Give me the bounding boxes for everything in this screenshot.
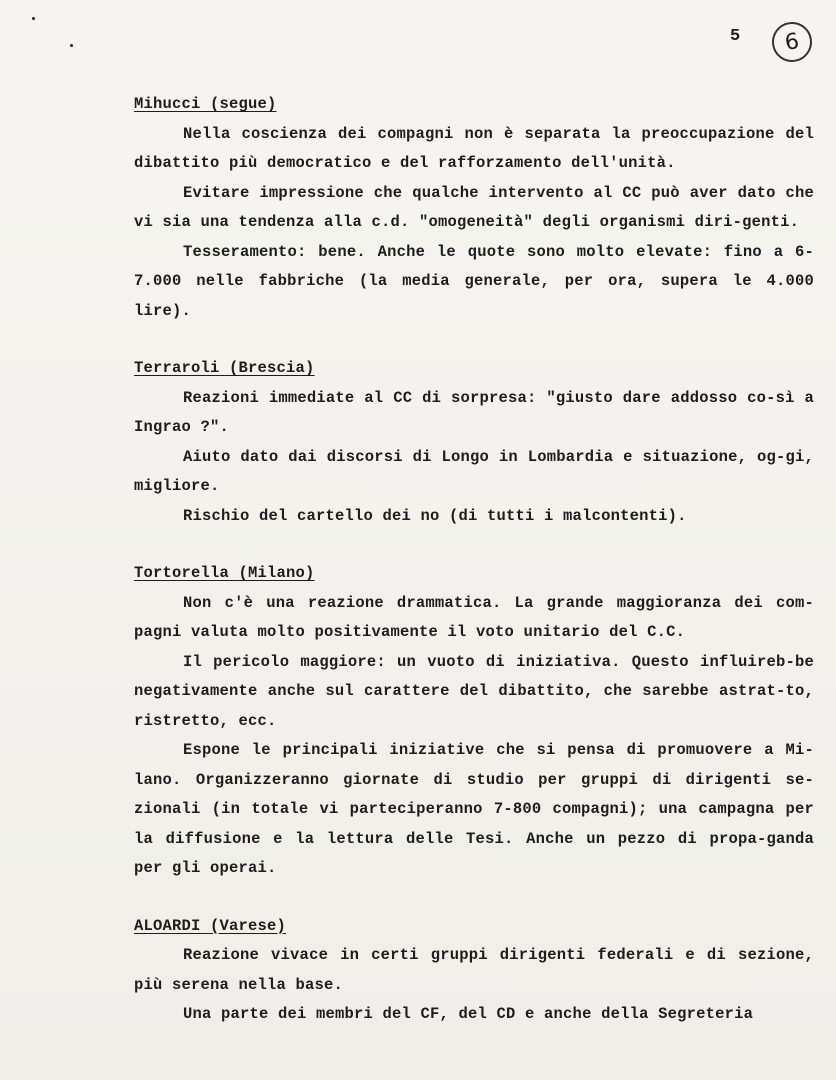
ink-dot (32, 17, 35, 20)
section-heading: Terraroli (Brescia) (134, 359, 315, 377)
section-heading: ALOARDI (Varese) (134, 916, 287, 935)
paragraph: Non c'è una reazione drammatica. La grande maggioranza dei com-pagni valuta molto positivamente il voto unitario del C.C. (134, 593, 814, 641)
paragraph: Reazione vivace in certi gruppi dirigenti federali e di sezione, più serena nella base. (134, 946, 814, 994)
paragraph: Nella coscienza dei compagni non è separata la preoccupazione del dibattito più democratico e del rafforzamento dell'unità. (134, 124, 814, 172)
paragraph: Evitare impressione che qualche intervento al CC può aver dato che vi sia una tendenza alla c.d. "omogeneità" degli organismi diri-genti. (134, 183, 814, 231)
section-heading: Tortorella (Milano) (134, 564, 315, 582)
paragraph: Espone le principali iniziative che si pensa di promuovere a Mi-lano. Organizzeranno giornate di studio per gruppi di dirigenti se-zionali (in totale vi parteciperanno 7-800 compagni); una campagna per la diffusione e la lettura delle Tesi. Anche un pezzo di propa-ganda per gli operai. (134, 741, 814, 877)
ink-dot (70, 44, 73, 47)
paragraph: Una parte dei membri del CF, del CD e anche della Segreteria (183, 1005, 754, 1023)
paragraph: Reazioni immediate al CC di sorpresa: "giusto dare addosso co-sì a Ingrao ?". (134, 388, 814, 436)
section-terraroli (134, 354, 814, 531)
circled-page-number: 6 (769, 19, 814, 64)
section-aloardi (134, 912, 814, 1030)
typed-text-body (134, 90, 814, 1058)
paragraph: Aiuto dato dai discorsi di Longo in Lombardia e situazione, og-gi, migliore. (134, 447, 814, 495)
page-number: 5 (730, 27, 741, 46)
section-tortorella (134, 559, 814, 884)
section-heading: Mihucci (segue) (134, 95, 277, 113)
paragraph: Il pericolo maggiore: un vuoto di iniziativa. Questo influireb-be negativamente anche sul carattere del dibattito, che sarebbe astrat-to, ristretto, ecc. (134, 652, 814, 730)
paragraph: Tesseramento: bene. Anche le quote sono molto elevate: fino a 6-7.000 nelle fabbriche (la media generale, per ora, supera le 4.000 lire). (134, 242, 814, 320)
section-mihucci (134, 90, 814, 326)
paragraph: Rischio del cartello dei no (di tutti i malcontenti). (183, 506, 687, 525)
